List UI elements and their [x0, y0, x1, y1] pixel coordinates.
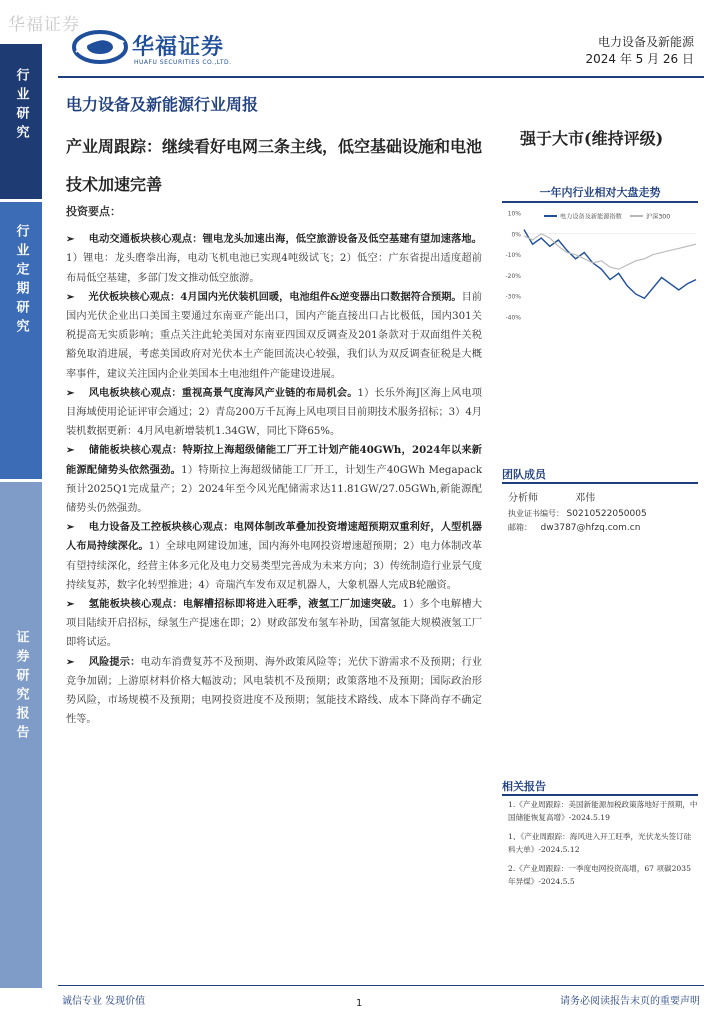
sidebar-divider: [0, 199, 42, 202]
license-number: S0210522050005: [566, 509, 647, 519]
relative-performance-chart: [500, 205, 700, 323]
main-title: 产业周跟踪：继续看好电网三条主线，低空基础设施和电池技术加速完善: [66, 137, 483, 194]
analyst-row: [508, 489, 595, 504]
company-logo: [72, 28, 272, 70]
y-tick-label: -20%: [505, 272, 521, 280]
highlight-heading: 电动交通板块核心观点：锂电龙头加速出海，低空旅游设备及低空基建有望加速落地。: [88, 233, 482, 246]
highlight-paragraph: [66, 518, 482, 595]
related-reports-title: 相关报告: [502, 780, 546, 793]
legend-label: 电力设备及新能源指数: [560, 213, 622, 221]
footer-divider: [58, 985, 704, 986]
bullet-arrow-icon: ➢: [66, 598, 75, 611]
highlights-list: [66, 230, 482, 729]
email-label: 邮箱：: [508, 523, 532, 532]
investment-highlights: [66, 202, 482, 729]
y-tick-label: -10%: [505, 252, 521, 260]
bullet-arrow-icon: ➢: [66, 290, 75, 303]
analyst-label: 分析师: [508, 493, 538, 504]
chart-title-divider: [502, 201, 698, 203]
chart-title: 一年内行业相对大盘走势: [539, 186, 661, 199]
highlight-paragraph: [66, 441, 482, 518]
bullet-arrow-icon: ➢: [66, 386, 75, 399]
highlight-paragraph: [66, 595, 482, 653]
footer-disclaimer: 请务必阅读报告末页的重要声明: [560, 996, 700, 1007]
team-title-divider: [502, 482, 698, 484]
series-line-0: [524, 230, 696, 299]
license-row: [508, 508, 647, 519]
related-report-item[interactable]: 1.《产业周跟踪：美国新能源加税政策落地好于预期，中国储能恢复高增》-2024.5.19: [508, 800, 698, 822]
sidebar-block-industry-research: 行业研究: [0, 44, 42, 200]
email-link[interactable]: dw3787@hfzq.com.cn: [540, 523, 641, 533]
highlight-text: 1）长乐外海J区海上风电项目海域使用论证评审会通过；2）青岛200万千瓦海上风电项目目前期技术服务招标；3）4月装机数据更新：4月风电新增装机1.34GW，同比下降65%。: [66, 387, 482, 438]
highlight-text: 1）特斯拉上海超级储能工厂开工，计划生产40GWh Megapack预计2025Q1完成量产；2）2024年至今风光配储需求达11.81GW/27.05GWh,新能源配储势头仍然强劲。: [66, 464, 482, 515]
header-meta: [585, 34, 694, 68]
highlight-paragraph: [66, 230, 482, 288]
license-label: 执业证书编号：: [508, 509, 564, 518]
highlight-heading: 储能板块核心观点：特斯拉上海超级储能工厂开工计划产能40GWh，2024年以来新能源配储势头依然强劲。: [66, 444, 482, 476]
bullet-arrow-icon: ➢: [66, 444, 75, 457]
left-sidebar: [0, 44, 42, 988]
highlight-text: 1）多个电解槽大项目陆续开启招标，绿氢生产提速在即；2）财政部发布氢车补助，国富氢能大规模液氢工厂即将试运。: [66, 599, 483, 649]
highlight-paragraph: [66, 288, 482, 384]
analyst-name: 邓伟: [575, 493, 596, 504]
y-tick-label: 0%: [511, 231, 521, 239]
highlight-text: 电动车消费复苏不及预期、海外政策风险等；光伏下游需求不及预期；行业竞争加剧；上游原材料价格大幅波动；风电装机不及预期；政策落地不及预期；国际政治形势风险，市场规模不及预期；电网投资进度不及预期；氢能技术路线、成本下降尚存不确定性等。: [66, 656, 482, 726]
email-row: [508, 522, 640, 533]
header-divider: [58, 76, 704, 78]
series-line-1: [524, 234, 696, 269]
footer-slogan: 诚信专业 发现价值: [62, 996, 146, 1007]
highlight-text: 1）锂电：龙头磨拳出海，电动飞机电池已实现4吨级试飞；2）低空：广东省提出适度超前布局低空基建，多部门发文推动低空旅游。: [66, 253, 482, 284]
y-tick-label: -30%: [505, 293, 521, 301]
team-title: 团队成员: [502, 468, 546, 481]
highlight-text: 目前国内光伏企业出口美国主要通过东南亚产能出口，国内产能直接出口占比极低，国内301关税提高无实质影响；重点关注此轮美国对东南亚四国双反调查及201条款对于双面组件关税豁免取消进展，考虑美国政府对光伏本土产能回流决心较强，我们认为双反调查征税是大概率事件，建议关注国内企业美国本土电池组件产能建设进展。: [66, 291, 482, 380]
logo-chinese-name: 华福证券: [132, 35, 225, 60]
highlight-heading: 氢能板块核心观点：电解槽招标即将进入旺季，液氢工厂加速突破。: [88, 598, 403, 611]
highlight-heading: 风电板块核心观点：重视高景气度海风产业链的布局机会。: [88, 386, 358, 399]
highlight-heading: 电力设备及工控板块核心观点：电网体制改革叠加投资增速超预期双重利好，人型机器人布局持续深化。: [66, 521, 482, 553]
bullet-arrow-icon: ➢: [66, 233, 75, 246]
rating: 强于大市(维持评级): [520, 129, 664, 148]
header-sector: 电力设备及新能源: [597, 35, 694, 49]
related-report-item[interactable]: 1、《产业周跟踪：海风进入开工旺季，光伏龙头签订硅料大单》-2024.5.12: [508, 832, 692, 854]
bullet-arrow-icon: ➢: [66, 521, 75, 534]
highlight-paragraph: [66, 384, 482, 442]
report-title: 电力设备及新能源行业周报: [66, 95, 259, 114]
sidebar-divider: [0, 479, 42, 482]
y-tick-label: -40%: [505, 314, 521, 322]
related-report-item[interactable]: 2.《产业周跟踪：一季度电网投资高增，67 项碳2035 年异煤》-2024.5.5: [508, 864, 691, 886]
sidebar-block-securities-report: 证券研究报告: [0, 480, 42, 988]
bullet-arrow-icon: ➢: [66, 655, 75, 668]
watermark: 华福证券: [8, 15, 80, 35]
logo-english-name: HUAFU SECURITIES CO.,LTD.: [134, 59, 232, 66]
page-number: 1: [356, 998, 363, 1009]
highlight-paragraph: [66, 653, 482, 730]
y-tick-label: 10%: [507, 210, 521, 218]
legend-label: 沪深300: [646, 213, 671, 221]
highlight-text: 1）全球电网建设加速，国内海外电网投资增速超预期；2）电力体制改革有望持续深化，经营主体多元化及电力交易类型完善成为未来方向；3）传统制造行业景气度持续复苏，数字化转型推进；4）奇瑞汽车发布双足机器人，大象机器人完成B轮融资。: [66, 541, 483, 591]
related-title-divider: [502, 794, 698, 796]
sidebar-block-periodic-research: 行业定期研究: [0, 200, 42, 480]
header-date: 2024 年 5 月 26 日: [585, 52, 694, 66]
highlight-heading: 风险提示：: [88, 655, 141, 668]
logo-emblem-icon: [72, 30, 128, 64]
related-reports-list: [508, 798, 698, 894]
highlight-heading: 光伏板块核心观点：4月国内光伏装机回暖，电池组件&逆变器出口数据符合预期。: [88, 290, 462, 303]
highlights-heading: 投资要点：: [66, 205, 121, 218]
